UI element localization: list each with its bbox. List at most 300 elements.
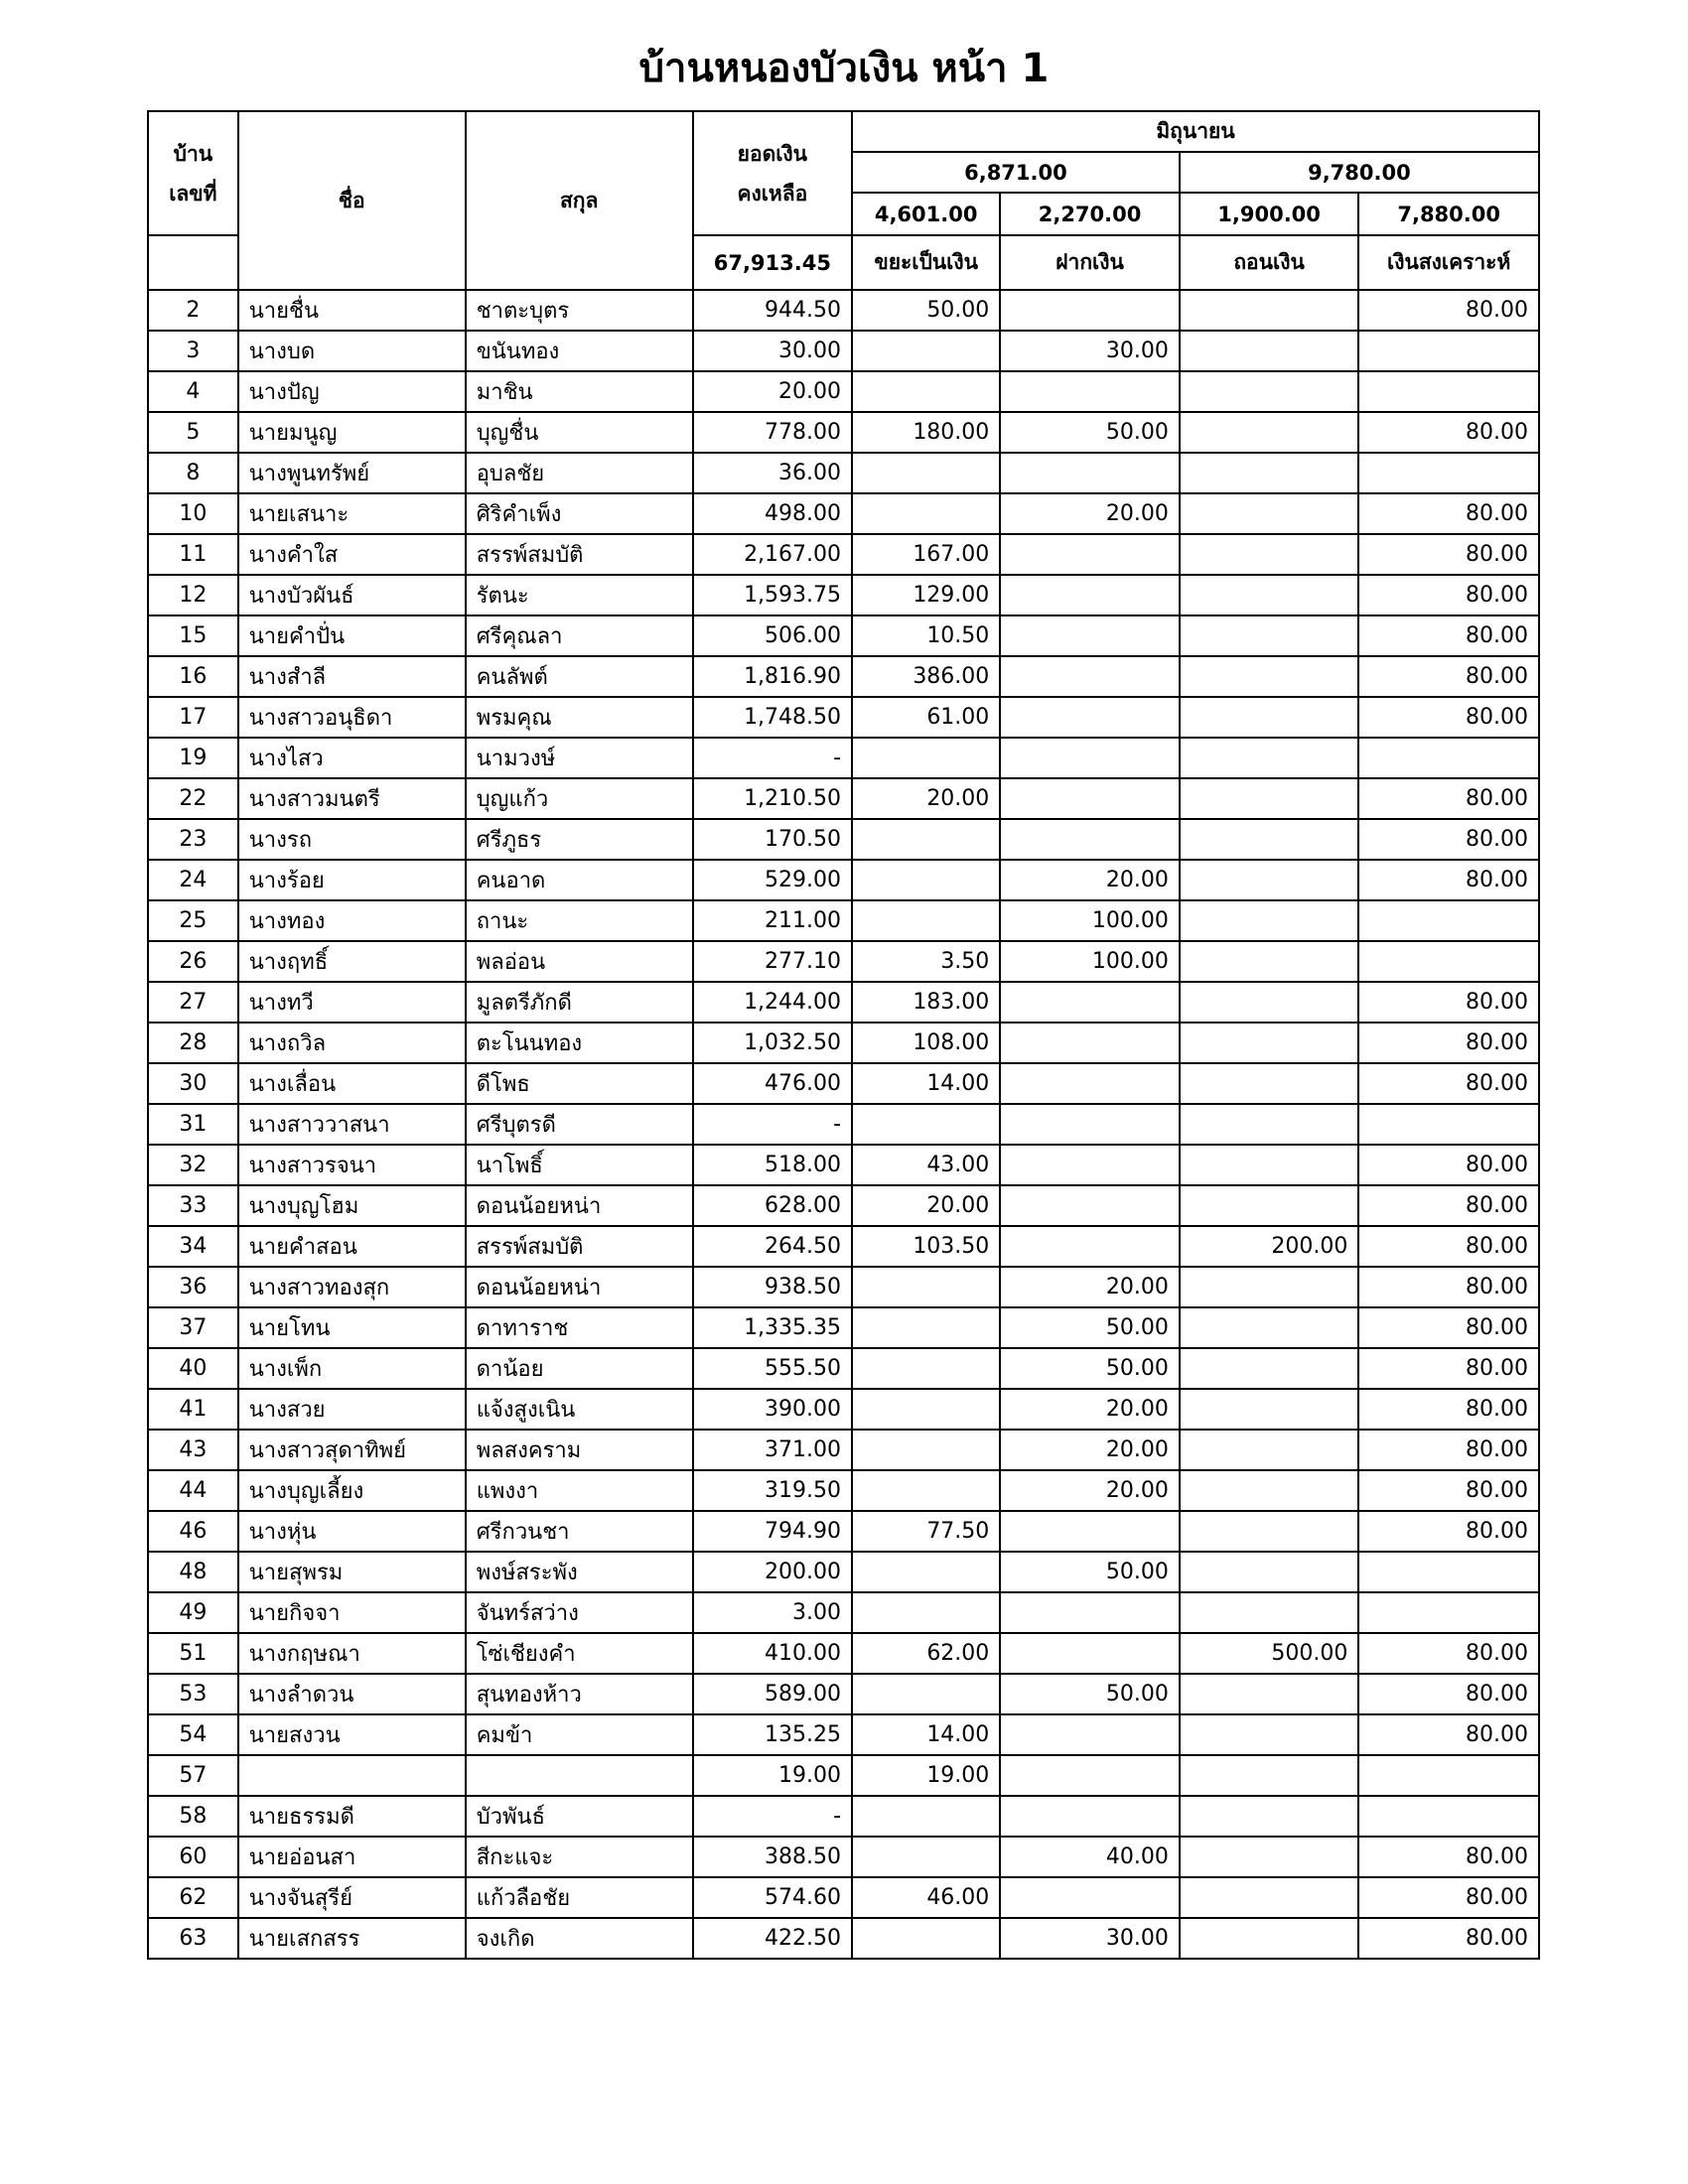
deposit-cell: 20.00 (1000, 493, 1180, 534)
surname-cell: ศรีคุณลา (466, 615, 693, 656)
balance-cell: 1,335.35 (693, 1307, 852, 1348)
deposit-cell (1000, 1226, 1180, 1267)
withdraw-cell (1180, 1877, 1359, 1918)
surname-cell: นามวงษ์ (466, 738, 693, 778)
table-row (148, 1348, 1539, 1389)
withdraw-cell (1180, 1674, 1359, 1714)
waste-cell: 183.00 (852, 982, 1000, 1023)
balance-cell: 794.90 (693, 1511, 852, 1552)
balance-cell: 36.00 (693, 453, 852, 493)
first-name-cell: นางบุญเลี้ยง (238, 1470, 466, 1511)
surname-cell: ขนันทอง (466, 331, 693, 371)
welfare-cell: 80.00 (1358, 1837, 1539, 1877)
welfare-cell: 80.00 (1358, 575, 1539, 615)
waste-cell: 386.00 (852, 656, 1000, 697)
waste-cell (852, 738, 1000, 778)
ledger-table (147, 110, 1540, 1960)
balance-cell: 135.25 (693, 1714, 852, 1755)
deposit-cell (1000, 656, 1180, 697)
welfare-cell: 80.00 (1358, 493, 1539, 534)
header-balance-line1: ยอดเงิน (737, 141, 808, 166)
deposit-cell: 50.00 (1000, 1674, 1180, 1714)
welfare-cell: 80.00 (1358, 615, 1539, 656)
withdraw-cell (1180, 1796, 1359, 1837)
balance-cell: 1,816.90 (693, 656, 852, 697)
balance-cell: 277.10 (693, 941, 852, 982)
surname-cell: สรรพ์สมบัติ (466, 534, 693, 575)
table-row (148, 1552, 1539, 1592)
welfare-cell: 80.00 (1358, 819, 1539, 860)
house-no-cell: 34 (148, 1226, 238, 1267)
header-group-total-2: 9,780.00 (1180, 152, 1539, 193)
deposit-cell (1000, 1755, 1180, 1796)
waste-cell (852, 900, 1000, 941)
first-name-cell: นางสาวมนตรี (238, 778, 466, 819)
house-no-cell: 15 (148, 615, 238, 656)
balance-cell: 319.50 (693, 1470, 852, 1511)
surname-cell: ศรีกวนชา (466, 1511, 693, 1552)
surname-cell: ดาทาราช (466, 1307, 693, 1348)
surname-cell: ดีโพธ (466, 1063, 693, 1104)
withdraw-cell (1180, 697, 1359, 738)
first-name-cell: นางคำใส (238, 534, 466, 575)
house-no-cell: 8 (148, 453, 238, 493)
header-month: มิถุนายน (852, 111, 1539, 152)
surname-cell: ชาตะบุตร (466, 290, 693, 331)
first-name-cell: นางสาวสุดาทิพย์ (238, 1430, 466, 1470)
welfare-cell (1358, 1552, 1539, 1592)
house-no-cell: 49 (148, 1592, 238, 1633)
surname-cell: รัตนะ (466, 575, 693, 615)
surname-cell: ดาน้อย (466, 1348, 693, 1389)
surname-cell: บุญชื่น (466, 412, 693, 453)
table-row (148, 1918, 1539, 1959)
first-name-cell: นางหุ่น (238, 1511, 466, 1552)
header-first-name: ชื่อ (238, 111, 466, 290)
surname-cell: บุญแก้ว (466, 778, 693, 819)
waste-cell (852, 493, 1000, 534)
first-name-cell: นายเสนาะ (238, 493, 466, 534)
deposit-cell (1000, 453, 1180, 493)
welfare-cell: 80.00 (1358, 1877, 1539, 1918)
waste-cell: 62.00 (852, 1633, 1000, 1674)
withdraw-cell: 500.00 (1180, 1633, 1359, 1674)
surname-cell: มาชิน (466, 371, 693, 412)
table-row (148, 1674, 1539, 1714)
table-row (148, 1307, 1539, 1348)
waste-cell (852, 331, 1000, 371)
first-name-cell: นายธรรมดี (238, 1796, 466, 1837)
deposit-cell (1000, 982, 1180, 1023)
surname-cell: ดอนน้อยหน่า (466, 1267, 693, 1307)
surname-cell: สีกะแจะ (466, 1837, 693, 1877)
table-row (148, 1023, 1539, 1063)
house-no-cell: 26 (148, 941, 238, 982)
waste-cell: 20.00 (852, 1185, 1000, 1226)
surname-cell: ถานะ (466, 900, 693, 941)
surname-cell: ศรีภูธร (466, 819, 693, 860)
table-row (148, 1185, 1539, 1226)
first-name-cell: นายชื่น (238, 290, 466, 331)
withdraw-cell (1180, 1470, 1359, 1511)
surname-cell: พงษ์สระพัง (466, 1552, 693, 1592)
table-row (148, 819, 1539, 860)
house-no-cell: 11 (148, 534, 238, 575)
balance-cell: 476.00 (693, 1063, 852, 1104)
table-row (148, 1470, 1539, 1511)
house-no-cell: 33 (148, 1185, 238, 1226)
welfare-cell (1358, 1796, 1539, 1837)
first-name-cell: นางสาววาสนา (238, 1104, 466, 1145)
deposit-cell (1000, 1877, 1180, 1918)
waste-cell (852, 1104, 1000, 1145)
table-row (148, 1592, 1539, 1633)
waste-cell: 43.00 (852, 1145, 1000, 1185)
house-no-cell: 5 (148, 412, 238, 453)
withdraw-cell (1180, 1307, 1359, 1348)
welfare-cell: 80.00 (1358, 860, 1539, 900)
header-total-deposit: 2,270.00 (1000, 193, 1180, 235)
table-row (148, 697, 1539, 738)
welfare-cell: 80.00 (1358, 412, 1539, 453)
table-row (148, 453, 1539, 493)
withdraw-cell (1180, 412, 1359, 453)
surname-cell: บัวพันธ์ (466, 1796, 693, 1837)
surname-cell: คนอาด (466, 860, 693, 900)
waste-cell: 20.00 (852, 778, 1000, 819)
welfare-cell: 80.00 (1358, 1063, 1539, 1104)
table-row (148, 1633, 1539, 1674)
waste-cell (852, 1918, 1000, 1959)
first-name-cell: นางเพ็ก (238, 1348, 466, 1389)
house-no-cell: 16 (148, 656, 238, 697)
surname-cell: ดอนน้อยหน่า (466, 1185, 693, 1226)
house-no-cell: 62 (148, 1877, 238, 1918)
house-no-cell: 63 (148, 1918, 238, 1959)
house-no-cell: 22 (148, 778, 238, 819)
balance-cell: 410.00 (693, 1633, 852, 1674)
ledger-body (148, 290, 1539, 1959)
balance-cell: 589.00 (693, 1674, 852, 1714)
surname-cell: อุบลชัย (466, 453, 693, 493)
first-name-cell: นางเลื่อน (238, 1063, 466, 1104)
deposit-cell (1000, 1063, 1180, 1104)
surname-cell: โซ่เชียงคำ (466, 1633, 693, 1674)
withdraw-cell (1180, 493, 1359, 534)
deposit-cell: 40.00 (1000, 1837, 1180, 1877)
withdraw-cell (1180, 778, 1359, 819)
balance-cell: 371.00 (693, 1430, 852, 1470)
table-row (148, 1267, 1539, 1307)
house-no-cell: 44 (148, 1470, 238, 1511)
balance-cell: 2,167.00 (693, 534, 852, 575)
deposit-cell (1000, 615, 1180, 656)
withdraw-cell (1180, 1023, 1359, 1063)
balance-cell: 211.00 (693, 900, 852, 941)
deposit-cell: 30.00 (1000, 1918, 1180, 1959)
balance-cell: 1,244.00 (693, 982, 852, 1023)
deposit-cell (1000, 1592, 1180, 1633)
waste-cell: 167.00 (852, 534, 1000, 575)
header-house-no-line2: เลขที่ (169, 181, 217, 205)
first-name-cell: นางร้อย (238, 860, 466, 900)
withdraw-cell (1180, 1511, 1359, 1552)
withdraw-cell (1180, 1592, 1359, 1633)
deposit-cell: 50.00 (1000, 1307, 1180, 1348)
house-no-cell: 53 (148, 1674, 238, 1714)
welfare-cell: 80.00 (1358, 1226, 1539, 1267)
house-no-cell: 27 (148, 982, 238, 1023)
header-group-total-1: 6,871.00 (852, 152, 1180, 193)
deposit-cell (1000, 1104, 1180, 1145)
welfare-cell: 80.00 (1358, 1185, 1539, 1226)
balance-cell: 574.60 (693, 1877, 852, 1918)
surname-cell: นาโพธิ์ (466, 1145, 693, 1185)
deposit-cell: 50.00 (1000, 412, 1180, 453)
withdraw-cell (1180, 1755, 1359, 1796)
balance-cell: 518.00 (693, 1145, 852, 1185)
balance-cell: 1,748.50 (693, 697, 852, 738)
balance-cell: 498.00 (693, 493, 852, 534)
balance-cell: 30.00 (693, 331, 852, 371)
waste-cell (852, 371, 1000, 412)
withdraw-cell (1180, 1063, 1359, 1104)
welfare-cell: 80.00 (1358, 1430, 1539, 1470)
header-balance-total: 67,913.45 (693, 235, 852, 290)
deposit-cell: 30.00 (1000, 331, 1180, 371)
first-name-cell: นางรถ (238, 819, 466, 860)
first-name-cell: นางจันสุรีย์ (238, 1877, 466, 1918)
waste-cell: 19.00 (852, 1755, 1000, 1796)
waste-cell (852, 1470, 1000, 1511)
first-name-cell: นางฤทธิ์ (238, 941, 466, 982)
table-row (148, 656, 1539, 697)
withdraw-cell (1180, 615, 1359, 656)
deposit-cell: 100.00 (1000, 900, 1180, 941)
header-total-welfare: 7,880.00 (1358, 193, 1539, 235)
welfare-cell: 80.00 (1358, 778, 1539, 819)
house-no-cell: 58 (148, 1796, 238, 1837)
house-no-cell: 17 (148, 697, 238, 738)
table-row (148, 493, 1539, 534)
surname-cell: จงเกิด (466, 1918, 693, 1959)
welfare-cell: 80.00 (1358, 1674, 1539, 1714)
first-name-cell: นางทอง (238, 900, 466, 941)
table-row (148, 1837, 1539, 1877)
welfare-cell (1358, 1755, 1539, 1796)
withdraw-cell (1180, 1348, 1359, 1389)
table-row (148, 1714, 1539, 1755)
table-row (148, 982, 1539, 1023)
waste-cell: 50.00 (852, 290, 1000, 331)
table-row (148, 1145, 1539, 1185)
deposit-cell (1000, 534, 1180, 575)
surname-cell: สุนทองห้าว (466, 1674, 693, 1714)
waste-cell (852, 1389, 1000, 1430)
withdraw-cell (1180, 982, 1359, 1023)
waste-cell: 46.00 (852, 1877, 1000, 1918)
deposit-cell (1000, 738, 1180, 778)
deposit-cell (1000, 778, 1180, 819)
deposit-cell (1000, 1796, 1180, 1837)
welfare-cell (1358, 1592, 1539, 1633)
header-surname: สกุล (466, 111, 693, 290)
balance-cell: 170.50 (693, 819, 852, 860)
deposit-cell: 20.00 (1000, 860, 1180, 900)
first-name-cell: นางบัวผันธ์ (238, 575, 466, 615)
table-row (148, 615, 1539, 656)
surname-cell (466, 1755, 693, 1796)
first-name-cell: นางถวิล (238, 1023, 466, 1063)
deposit-cell (1000, 1511, 1180, 1552)
surname-cell: สรรพ์สมบัติ (466, 1226, 693, 1267)
house-no-cell: 43 (148, 1430, 238, 1470)
first-name-cell: นางบด (238, 331, 466, 371)
first-name-cell: นางลำดวน (238, 1674, 466, 1714)
withdraw-cell (1180, 1918, 1359, 1959)
house-no-cell: 36 (148, 1267, 238, 1307)
welfare-cell: 80.00 (1358, 534, 1539, 575)
deposit-cell (1000, 1633, 1180, 1674)
balance-cell: 388.50 (693, 1837, 852, 1877)
withdraw-cell (1180, 1389, 1359, 1430)
house-no-cell: 46 (148, 1511, 238, 1552)
welfare-cell (1358, 941, 1539, 982)
deposit-cell: 100.00 (1000, 941, 1180, 982)
first-name-cell: นายคำปั่น (238, 615, 466, 656)
waste-cell: 103.50 (852, 1226, 1000, 1267)
deposit-cell: 20.00 (1000, 1267, 1180, 1307)
house-no-cell: 41 (148, 1389, 238, 1430)
welfare-cell (1358, 1104, 1539, 1145)
welfare-cell: 80.00 (1358, 656, 1539, 697)
welfare-cell: 80.00 (1358, 1307, 1539, 1348)
house-no-cell: 57 (148, 1755, 238, 1796)
balance-cell: 529.00 (693, 860, 852, 900)
balance-cell: - (693, 1796, 852, 1837)
waste-cell (852, 1837, 1000, 1877)
welfare-cell: 80.00 (1358, 1389, 1539, 1430)
table-row (148, 290, 1539, 331)
house-no-cell: 24 (148, 860, 238, 900)
waste-cell: 180.00 (852, 412, 1000, 453)
balance-cell: 628.00 (693, 1185, 852, 1226)
header-total-withdraw: 1,900.00 (1180, 193, 1359, 235)
welfare-cell: 80.00 (1358, 1348, 1539, 1389)
house-no-cell: 28 (148, 1023, 238, 1063)
surname-cell: จันทร์สว่าง (466, 1592, 693, 1633)
welfare-cell (1358, 371, 1539, 412)
waste-cell (852, 1307, 1000, 1348)
header-col-welfare: เงินสงเคราะห์ (1358, 235, 1539, 290)
first-name-cell: นางสวย (238, 1389, 466, 1430)
first-name-cell: นายคำสอน (238, 1226, 466, 1267)
surname-cell: พรมคุณ (466, 697, 693, 738)
withdraw-cell (1180, 900, 1359, 941)
welfare-cell: 80.00 (1358, 1633, 1539, 1674)
table-row (148, 860, 1539, 900)
table-row (148, 1796, 1539, 1837)
welfare-cell (1358, 900, 1539, 941)
welfare-cell: 80.00 (1358, 1470, 1539, 1511)
header-house-no-blank (148, 235, 238, 290)
first-name-cell (238, 1755, 466, 1796)
table-row (148, 1063, 1539, 1104)
header-house-no-line1: บ้าน (173, 141, 213, 166)
house-no-cell: 37 (148, 1307, 238, 1348)
surname-cell: แจ้งสูงเนิน (466, 1389, 693, 1430)
house-no-cell: 4 (148, 371, 238, 412)
header-col-withdraw: ถอนเงิน (1180, 235, 1359, 290)
house-no-cell: 3 (148, 331, 238, 371)
withdraw-cell (1180, 575, 1359, 615)
surname-cell: ตะโนนทอง (466, 1023, 693, 1063)
balance-cell: 20.00 (693, 371, 852, 412)
waste-cell (852, 1674, 1000, 1714)
first-name-cell: นางสำลี (238, 656, 466, 697)
welfare-cell: 80.00 (1358, 1145, 1539, 1185)
deposit-cell: 50.00 (1000, 1552, 1180, 1592)
welfare-cell (1358, 331, 1539, 371)
first-name-cell: นางสาวรจนา (238, 1145, 466, 1185)
withdraw-cell (1180, 819, 1359, 860)
balance-cell: 1,593.75 (693, 575, 852, 615)
balance-cell: 1,210.50 (693, 778, 852, 819)
first-name-cell: นายกิจจา (238, 1592, 466, 1633)
deposit-cell (1000, 290, 1180, 331)
house-no-cell: 19 (148, 738, 238, 778)
deposit-cell (1000, 819, 1180, 860)
balance-cell: - (693, 1104, 852, 1145)
first-name-cell: นางปัญ (238, 371, 466, 412)
surname-cell: ศิริคำเพ็ง (466, 493, 693, 534)
surname-cell: มูลตรีภักดี (466, 982, 693, 1023)
welfare-cell: 80.00 (1358, 1918, 1539, 1959)
withdraw-cell (1180, 1145, 1359, 1185)
first-name-cell: นางสาวอนุธิดา (238, 697, 466, 738)
welfare-cell: 80.00 (1358, 1023, 1539, 1063)
balance-cell: 555.50 (693, 1348, 852, 1389)
deposit-cell (1000, 1145, 1180, 1185)
balance-cell: 19.00 (693, 1755, 852, 1796)
withdraw-cell (1180, 534, 1359, 575)
withdraw-cell: 200.00 (1180, 1226, 1359, 1267)
page-title: บ้านหนองบัวเงิน หน้า 1 (638, 46, 1050, 91)
table-row (148, 534, 1539, 575)
table-row (148, 575, 1539, 615)
welfare-cell (1358, 453, 1539, 493)
withdraw-cell (1180, 941, 1359, 982)
table-row (148, 371, 1539, 412)
house-no-cell: 32 (148, 1145, 238, 1185)
waste-cell: 14.00 (852, 1714, 1000, 1755)
table-row (148, 1877, 1539, 1918)
waste-cell (852, 860, 1000, 900)
header-balance (693, 111, 852, 235)
house-no-cell: 23 (148, 819, 238, 860)
house-no-cell: 54 (148, 1714, 238, 1755)
waste-cell (852, 1592, 1000, 1633)
balance-cell: 938.50 (693, 1267, 852, 1307)
balance-cell: - (693, 738, 852, 778)
deposit-cell: 20.00 (1000, 1389, 1180, 1430)
surname-cell: พลอ่อน (466, 941, 693, 982)
welfare-cell: 80.00 (1358, 290, 1539, 331)
house-no-cell: 60 (148, 1837, 238, 1877)
surname-cell: คมข้า (466, 1714, 693, 1755)
header-col-waste: ขยะเป็นเงิน (852, 235, 1000, 290)
table-row (148, 1755, 1539, 1796)
